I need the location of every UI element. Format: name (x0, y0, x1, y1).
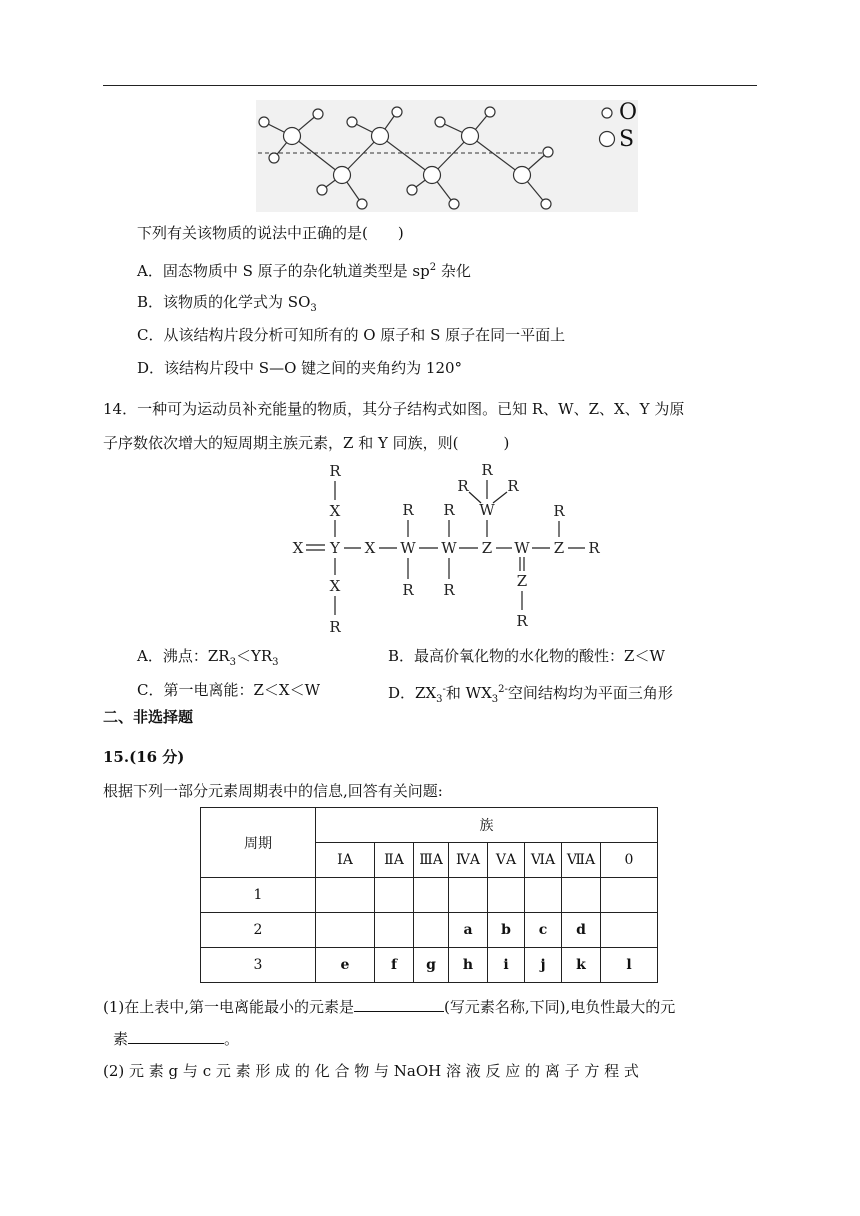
svg-text:R: R (402, 501, 414, 519)
oxygen-atom (392, 107, 402, 117)
svg-text:R: R (443, 501, 455, 519)
element-cell: b (488, 913, 525, 948)
element-cell: j (525, 948, 562, 983)
svg-text:R: R (516, 612, 528, 630)
element-cell (414, 913, 449, 948)
element-cell: c (525, 913, 562, 948)
period-header: 周期 (201, 808, 316, 878)
sulfur-atom (424, 167, 441, 184)
q13-option-c: C．从该结构片段分析可知所有的 O 原子和 S 原子在同一平面上 (137, 326, 566, 344)
svg-text:R: R (402, 581, 414, 599)
legend-o-label: O (619, 100, 638, 125)
oxygen-atom (485, 107, 495, 117)
svg-text:X: X (364, 539, 376, 557)
svg-text:R: R (481, 461, 493, 479)
oxygen-atom (357, 199, 367, 209)
section-heading: 二、非选择题 (103, 708, 194, 726)
q15-part1-line2: 素 。 (113, 1030, 240, 1048)
q15-intro: 根据下列一部分元素周期表中的信息,回答有关问题: (103, 782, 443, 800)
svg-text:R: R (507, 477, 519, 495)
top-rule (103, 85, 757, 86)
element-cell: a (449, 913, 488, 948)
q14-option-c: C．第一电离能：Z＜X＜W (137, 681, 320, 699)
sulfur-atom (462, 128, 479, 145)
element-cell (449, 878, 488, 913)
element-cell: f (375, 948, 414, 983)
table-row (201, 948, 658, 983)
oxygen-atom (541, 199, 551, 209)
element-cell (601, 878, 658, 913)
oxygen-atom (269, 153, 279, 163)
svg-text:W: W (514, 539, 530, 557)
element-cell (414, 878, 449, 913)
group-header: 族 (316, 808, 658, 843)
element-cell (562, 878, 601, 913)
so3-chain-structure-figure (250, 98, 660, 216)
period-number: 2 (201, 913, 316, 948)
svg-text:R: R (329, 462, 341, 480)
svg-text:W: W (479, 501, 495, 519)
group-col-header: ⅣA (449, 843, 488, 878)
element-cell: h (449, 948, 488, 983)
element-cell: l (601, 948, 658, 983)
oxygen-atom (449, 199, 459, 209)
sulfur-atom (372, 128, 389, 145)
q14-stem-line1: 14．一种可为运动员补充能量的物质，其分子结构式如图。已知 R、W、Z、X、Y 为原 (103, 400, 685, 418)
svg-text:X: X (329, 502, 341, 520)
period-number: 1 (201, 878, 316, 913)
svg-text:X: X (329, 577, 341, 595)
q14-option-a: A．沸点：$ZR_3<YR_3$ (137, 647, 279, 668)
svg-text:R: R (329, 618, 341, 636)
period-number: 3 (201, 948, 316, 983)
group-col-header: 0 (601, 843, 658, 878)
element-cell (316, 913, 375, 948)
oxygen-atom (313, 109, 323, 119)
q14-option-b: B．最高价氧化物的水化物的酸性：Z＜W (388, 647, 665, 665)
q15-part1-line1: (1)在上表中,第一电离能最小的元素是 (写元素名称,下同),电负性最大的元 (103, 998, 676, 1016)
svg-text:R: R (588, 539, 600, 557)
element-cell (525, 878, 562, 913)
element-cell (375, 878, 414, 913)
q15-part2: (2) 元 素 g 与 c 元 素 形 成 的 化 合 物 与 NaOH 溶 液 反 应 的 离 子 方 程 式 (103, 1062, 639, 1080)
svg-text:R: R (457, 477, 469, 495)
element-cell: d (562, 913, 601, 948)
group-col-header: ⅥA (525, 843, 562, 878)
oxygen-atom (407, 185, 417, 195)
answer-blank-1[interactable] (354, 997, 444, 1012)
element-cell: g (414, 948, 449, 983)
oxygen-atom (347, 117, 357, 127)
group-col-header: ⅦA (562, 843, 601, 878)
element-cell: k (562, 948, 601, 983)
q13-stem: 下列有关该物质的说法中正确的是( ) (137, 224, 404, 242)
element-cell (316, 878, 375, 913)
svg-text:R: R (443, 581, 455, 599)
oxygen-atom (435, 117, 445, 127)
q13-option-a: A．固态物质中 S 原子的杂化轨道类型是 $sp^2$ 杂化 (137, 262, 471, 280)
sulfur-atom (284, 128, 301, 145)
svg-text:Z: Z (553, 539, 565, 557)
molecule-structure-figure (285, 458, 615, 640)
q15-heading: 15.(16 分) (103, 748, 185, 766)
group-col-header: ⅤA (488, 843, 525, 878)
svg-text:Z: Z (481, 539, 493, 557)
svg-text:Y: Y (330, 539, 340, 557)
sulfur-atom (514, 167, 531, 184)
oxygen-atom (259, 117, 269, 127)
element-cell: i (488, 948, 525, 983)
svg-text:R: R (553, 502, 565, 520)
svg-text:W: W (400, 539, 416, 557)
answer-blank-2[interactable] (128, 1029, 224, 1044)
sulfur-atom (334, 167, 351, 184)
svg-text:W: W (441, 539, 457, 557)
svg-text:X: X (292, 539, 304, 557)
q13-option-d: D．该结构片段中 S—O 键之间的夹角约为 120° (137, 359, 463, 377)
svg-text:Z: Z (516, 572, 528, 590)
group-col-header: ⅢA (414, 843, 449, 878)
q14-stem-line2: 子序数依次增大的短周期主族元素，Z 和 Y 同族，则( ) (103, 434, 510, 452)
element-cell (601, 913, 658, 948)
table-row (201, 878, 658, 913)
element-cell (488, 878, 525, 913)
q13-option-b: B．该物质的化学式为 $SO_3$ (137, 293, 317, 314)
periodic-table (200, 807, 658, 983)
element-cell: e (316, 948, 375, 983)
element-cell (375, 913, 414, 948)
oxygen-atom (543, 147, 553, 157)
group-col-header: ⅡA (375, 843, 414, 878)
q14-option-d: D．$ZX_3^-$和 $WX_3^{2-}$空间结构均为平面三角形 (388, 684, 673, 705)
group-col-header: ⅠA (316, 843, 375, 878)
table-row (201, 913, 658, 948)
legend-s-label: S (619, 127, 635, 152)
oxygen-atom (317, 185, 327, 195)
